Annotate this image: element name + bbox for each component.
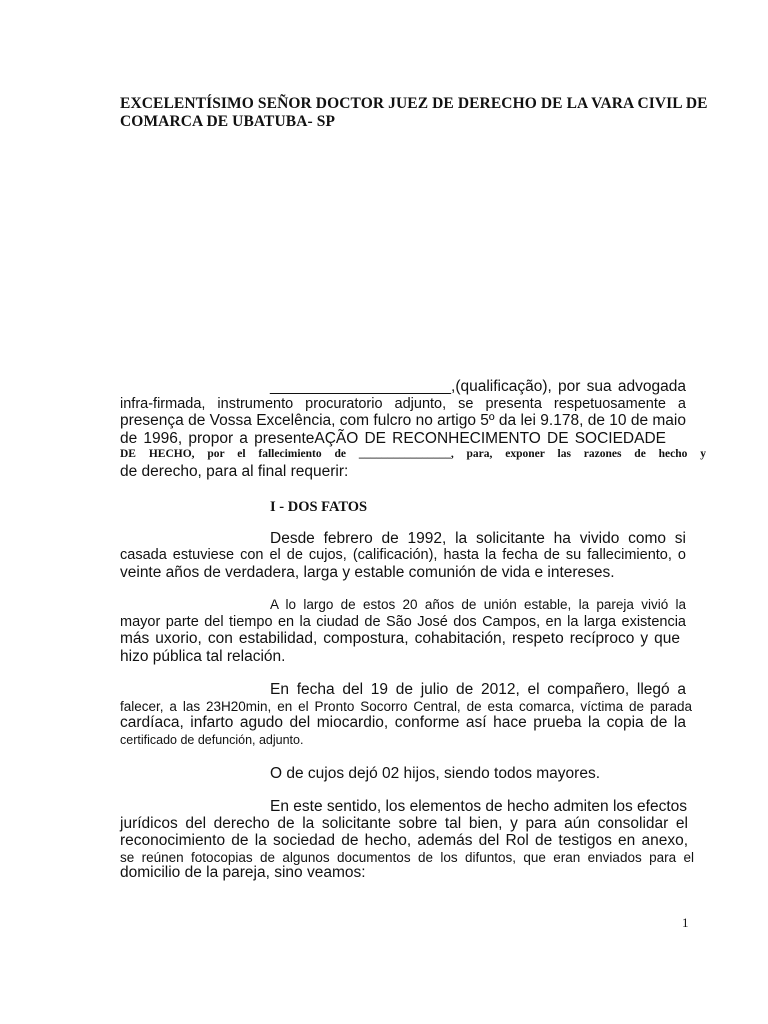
p3-line-1: En fecha del 19 de julio de 2012, el compañero, llegó a [270, 681, 686, 698]
p2-line-1: A lo largo de estos 20 años de unión estable, la pareja vivió la [270, 597, 686, 612]
header-line-1: EXCELENTÍSIMO SEÑOR DOCTOR JUEZ DE DERECHO DE LA VARA CIVIL DE [120, 95, 708, 112]
intro-line-6: de derecho, para al final requerir: [120, 463, 349, 480]
p3-line-3: cardíaca, infarto agudo del miocardio, conforme así hace prueba la copia de la [120, 714, 686, 731]
intro-line-2: infra-firmada, instrumento procuratorio adjunto, se presenta respetuosamente a [120, 396, 686, 412]
p2-line-2: mayor parte del tiempo en la ciudad de São José dos Campos, en la larga existencia [120, 614, 686, 630]
intro-line-5: DE HECHO, por el fallecimiento de ________________, para, exponer las razones de hecho y [120, 448, 706, 460]
p5-line-3: reconocimiento de la sociedad de hecho, además del Rol de testigos en anexo, [120, 832, 688, 849]
p5-line-1: En este sentido, los elementos de hecho admiten los efectos [270, 798, 688, 815]
p1-line-2: casada estuviese con el de cujos, (calificación), hasta la fecha de su fallecimiento, o [120, 547, 686, 563]
intro-line-1: _____________________,(qualificação), por sua advogada [270, 378, 686, 395]
intro-line-4: de 1996, propor a presenteAÇÃO DE RECONHECIMENTO DE SOCIEDADE [120, 430, 666, 447]
p1-line-3: veinte años de verdadera, larga y estable comunión de vida e intereses. [120, 564, 615, 581]
p2-line-3: más uxorio, con estabilidad, compostura, cohabitación, respeto recíproco y que [120, 630, 680, 647]
p3-line-4: certificado de defunción, adjunto. [120, 733, 304, 747]
header-line-2: COMARCA DE UBATUBA- SP [120, 113, 336, 130]
p5-line-5: domicilio de la pareja, sino veamos: [120, 864, 366, 881]
section-title: I - DOS FATOS [270, 499, 368, 515]
intro-line-3: presença de Vossa Excelência, com fulcro no artigo 5º da lei 9.178, de 10 de maio [120, 412, 686, 429]
p3-line-2: falecer, a las 23H20min, en el Pronto Socorro Central, de esta comarca, víctima de parada [120, 699, 692, 714]
p5-line-2: jurídicos del derecho de la solicitante sobre tal bien, y para aún consolidar el [120, 815, 688, 832]
page-number: 1 [682, 915, 689, 930]
p5-line-4: se reúnen fotocopias de algunos documentos de los difuntos, que eran enviados para el [120, 850, 694, 865]
p1-line-1: Desde febrero de 1992, la solicitante ha vivido como si [270, 530, 686, 547]
p4-line-1: O de cujos dejó 02 hijos, siendo todos mayores. [270, 765, 600, 782]
p2-line-4: hizo pública tal relación. [120, 648, 286, 665]
